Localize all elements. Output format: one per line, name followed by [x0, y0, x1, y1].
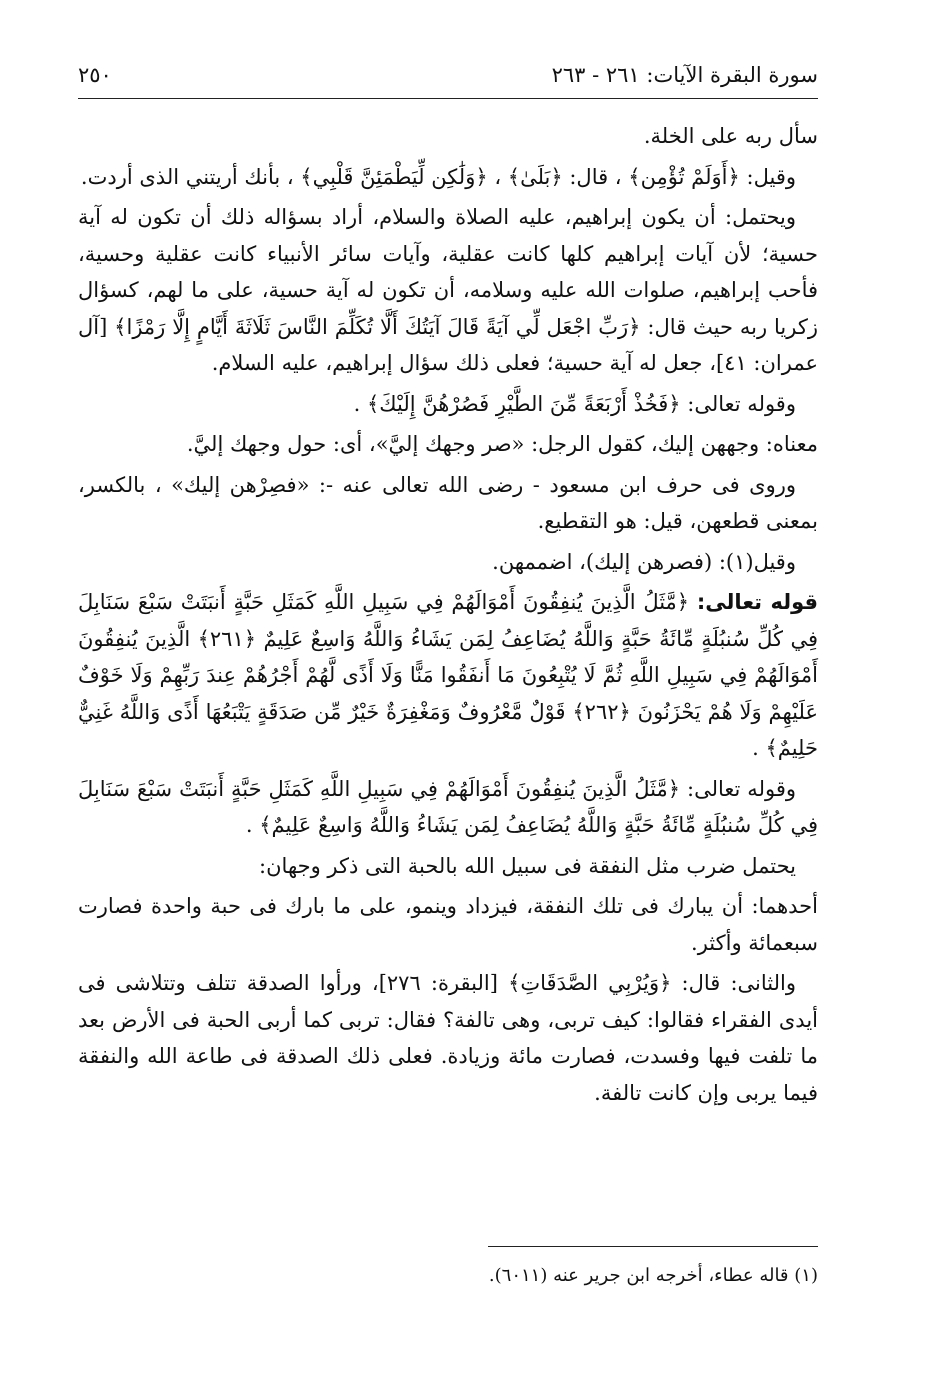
- header-divider: [78, 98, 818, 99]
- footnote: (١) قاله عطاء، أخرجه ابن جرير عنه (٦٠١١).: [488, 1265, 818, 1286]
- paragraph-11: أحدهما: أن يبارك فى تلك النفقة، فيزداد وينمو، على ما بارك فى حبة واحدة فصارت سبعمائة وأكثر.: [78, 894, 818, 955]
- page-header: [78, 56, 818, 94]
- footnote-divider: [488, 1246, 818, 1247]
- verse-text: ﴿مَّثَلُ الَّذِينَ يُنفِقُونَ أَمْوَالَهُمْ فِي سَبِيلِ اللَّهِ كَمَثَلِ حَبَّةٍ أَنبَتَتْ سَبْعَ سَنَابِلَ فِي كُلِّ سُنبُلَةٍ مِّائَةُ حَبَّةٍ وَاللَّهُ يُضَاعِفُ لِمَن يَشَاءُ وَاللَّهُ وَاسِعٌ عَلِيمٌ ﴿٢٦١﴾ الَّذِينَ يُنفِقُونَ أَمْوَالَهُمْ فِي سَبِيلِ اللَّهِ ثُمَّ لَا يُتْبِعُونَ مَا أَنفَقُوا مَنًّا وَلَا أَذًى لَّهُمْ أَجْرُهُمْ عِندَ رَبِّهِمْ وَلَا خَوْفٌ عَلَيْهِمْ وَلَا هُمْ يَحْزَنُونَ ﴿٢٦٢﴾ قَوْلٌ مَّعْرُوفٌ وَمَغْفِرَةٌ خَيْرٌ مِّن صَدَقَةٍ يَتْبَعُهَا أَذًى وَاللَّهُ غَنِيٌّ حَلِيمٌ﴾ .: [78, 590, 818, 760]
- paragraph-4: وقوله تعالى: ﴿فَخُذْ أَرْبَعَةً مِّنَ الطَّيْرِ فَصُرْهُنَّ إِلَيْكَ﴾ .: [353, 391, 796, 416]
- paragraph-9: وقوله تعالى: ﴿مَّثَلُ الَّذِينَ يُنفِقُونَ أَمْوَالَهُمْ فِي سَبِيلِ اللَّهِ كَمَثَلِ حَبَّةٍ أَنبَتَتْ سَبْعَ سَنَابِلَ فِي كُلِّ سُنبُلَةٍ مِّائَةُ حَبَّةٍ وَاللَّهُ يُضَاعِفُ لِمَن يَشَاءُ وَاللَّهُ وَاسِعٌ عَلِيمٌ﴾ .: [78, 776, 818, 837]
- paragraph-1: سأل ربه على الخلة.: [643, 124, 818, 148]
- running-title: سورة البقرة الآيات: ٢٦١ - ٢٦٣: [551, 63, 818, 87]
- paragraph-5: معناه: وجههن إليك، كقول الرجل: «صر وجهك إليَّ»، أى: حول وجهك إليَّ.: [186, 432, 818, 456]
- paragraph-8: [78, 584, 818, 767]
- paragraph-10: يحتمل ضرب مثل النفقة فى سبيل الله بالحبة التى ذكر وجهان:: [259, 853, 796, 878]
- paragraph-3: ويحتمل: أن يكون إبراهيم، عليه الصلاة والسلام، أراد بسؤاله ذلك أن تكون له آية حسية؛ لأن آيات إبراهيم كلها كانت عقلية، وآيات سائر الأنبياء كانت عقلية وحسية، فأحب إبراهيم، صلوات الله عليه وسلامه، أن تكون له آية حسية، على ما لهم، كسؤال زكريا ربه حيث قال: ﴿رَبِّ اجْعَل لِّي آيَةً قَالَ آيَتُكَ أَلَّا تُكَلِّمَ النَّاسَ ثَلَاثَةَ أَيَّامٍ إِلَّا رَمْزًا﴾ [آل عمران: ٤١]، جعل له آية حسية؛ فعلى ذلك سؤال إبراهيم، عليه السلام.: [78, 205, 818, 375]
- main-text: [78, 118, 818, 1115]
- page-number: ٢٥٠: [78, 63, 112, 87]
- paragraph-6: وروى فى حرف ابن مسعود - رضى الله تعالى عنه -: «فصِرْهن إليك» ، بالكسر، بمعنى قطعهن، قيل: هو التقطيع.: [78, 472, 818, 533]
- verse-lead: قوله تعالى:: [696, 590, 818, 614]
- paragraph-12: والثانى: قال: ﴿وَيُرْبِي الصَّدَقَاتِ﴾ [البقرة: ٢٧٦]، ورأوا الصدقة تتلف وتتلاشى فى أيدى الفقراء فقالوا: كيف تربى، وهى تالفة؟ فقال: تربى كما أربى الحبة فى الأرض بعد ما تلفت فيها وفسدت، فصارت مائة وزيادة. فعلى ذلك الصدقة فى طاعة الله والنفقة فيما يربى وإن كانت تالفة.: [78, 971, 818, 1105]
- paragraph-7: وقيل(١): (فصرهن إليك)، اضممهن.: [492, 549, 796, 574]
- paragraph-2: وقيل: ﴿أَوَلَمْ تُؤْمِن﴾ ، قال: ﴿بَلَىٰ﴾ ، ﴿وَلَٰكِن لِّيَطْمَئِنَّ قَلْبِي﴾ ، بأنك أريتني الذى أردت.: [80, 164, 796, 189]
